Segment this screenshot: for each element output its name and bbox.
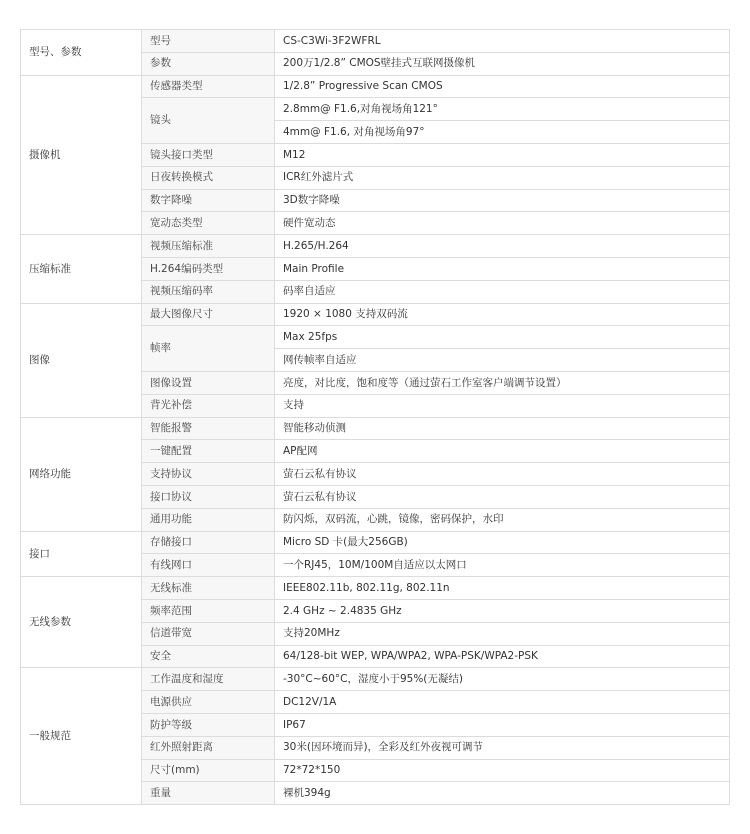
spec-label: 图像设置 <box>142 371 275 394</box>
spec-value: 30米(因环境而异)，全彩及红外夜视可调节 <box>275 736 730 759</box>
spec-table <box>20 29 730 805</box>
section-title: 网络功能 <box>21 417 142 531</box>
spec-label: 最大图像尺寸 <box>142 303 275 326</box>
table-row <box>21 75 730 98</box>
section-title: 型号、参数 <box>21 30 142 76</box>
spec-table-body <box>21 30 730 805</box>
spec-value: 亮度，对比度，饱和度等（通过萤石工作室客户端调节设置） <box>275 371 730 394</box>
spec-value: 1920 × 1080 支持双码流 <box>275 303 730 326</box>
table-row <box>21 531 730 554</box>
spec-value: M12 <box>275 143 730 166</box>
spec-label: 背光补偿 <box>142 394 275 417</box>
spec-label: H.264编码类型 <box>142 257 275 280</box>
spec-label: 红外照射距离 <box>142 736 275 759</box>
spec-label: 帧率 <box>142 326 275 372</box>
table-row <box>21 417 730 440</box>
section-title: 摄像机 <box>21 75 142 235</box>
spec-label: 频率范围 <box>142 599 275 622</box>
spec-label: 传感器类型 <box>142 75 275 98</box>
spec-label: 数字降噪 <box>142 189 275 212</box>
spec-value: H.265/H.264 <box>275 235 730 258</box>
section-title: 压缩标准 <box>21 235 142 303</box>
spec-value: Micro SD 卡(最大256GB) <box>275 531 730 554</box>
spec-value: Main Profile <box>275 257 730 280</box>
spec-label: 电源供应 <box>142 691 275 714</box>
spec-value: 萤石云私有协议 <box>275 485 730 508</box>
spec-value: 支持 <box>275 394 730 417</box>
spec-value: 64/128-bit WEP, WPA/WPA2, WPA-PSK/WPA2-PSK <box>275 645 730 668</box>
section-title: 图像 <box>21 303 142 417</box>
table-row <box>21 668 730 691</box>
spec-label: 防护等级 <box>142 713 275 736</box>
spec-value: 3D数字降噪 <box>275 189 730 212</box>
spec-value: 支持20MHz <box>275 622 730 645</box>
spec-value: 萤石云私有协议 <box>275 463 730 486</box>
spec-value: 码率自适应 <box>275 280 730 303</box>
spec-label: 视频压缩码率 <box>142 280 275 303</box>
section-title: 无线参数 <box>21 577 142 668</box>
table-row <box>21 235 730 258</box>
spec-label: 参数 <box>142 52 275 75</box>
spec-value: IP67 <box>275 713 730 736</box>
spec-label: 信道带宽 <box>142 622 275 645</box>
spec-label: 镜头 <box>142 98 275 144</box>
spec-value: AP配网 <box>275 440 730 463</box>
spec-label: 工作温度和湿度 <box>142 668 275 691</box>
spec-value: 智能移动侦测 <box>275 417 730 440</box>
spec-value: 防闪烁，双码流，心跳，镜像，密码保护，水印 <box>275 508 730 531</box>
spec-label: 视频压缩标准 <box>142 235 275 258</box>
spec-value: 一个RJ45，10M/100M自适应以太网口 <box>275 554 730 577</box>
spec-label: 镜头接口类型 <box>142 143 275 166</box>
spec-value: -30°C~60°C，湿度小于95%(无凝结) <box>275 668 730 691</box>
spec-label: 通用功能 <box>142 508 275 531</box>
spec-label: 型号 <box>142 30 275 53</box>
spec-label: 接口协议 <box>142 485 275 508</box>
spec-label: 尺寸(mm) <box>142 759 275 782</box>
table-row <box>21 30 730 53</box>
spec-value: 72*72*150 <box>275 759 730 782</box>
spec-label: 有线网口 <box>142 554 275 577</box>
spec-value: 4mm@ F1.6, 对角视场角97° <box>275 121 730 144</box>
spec-value: CS-C3Wi-3F2WFRL <box>275 30 730 53</box>
spec-value: ICR红外滤片式 <box>275 166 730 189</box>
spec-value: 2.8mm@ F1.6,对角视场角121° <box>275 98 730 121</box>
spec-value: 硬件宽动态 <box>275 212 730 235</box>
spec-label: 宽动态类型 <box>142 212 275 235</box>
table-row <box>21 303 730 326</box>
spec-label: 日夜转换模式 <box>142 166 275 189</box>
table-row <box>21 577 730 600</box>
spec-value: IEEE802.11b, 802.11g, 802.11n <box>275 577 730 600</box>
spec-value: 200万1/2.8” CMOS壁挂式互联网摄像机 <box>275 52 730 75</box>
spec-label: 一键配置 <box>142 440 275 463</box>
spec-value: DC12V/1A <box>275 691 730 714</box>
spec-label: 安全 <box>142 645 275 668</box>
spec-label: 智能报警 <box>142 417 275 440</box>
spec-label: 无线标准 <box>142 577 275 600</box>
spec-label: 支持协议 <box>142 463 275 486</box>
section-title: 接口 <box>21 531 142 577</box>
spec-value: 裸机394g <box>275 782 730 805</box>
spec-value: 2.4 GHz ~ 2.4835 GHz <box>275 599 730 622</box>
spec-value: 1/2.8” Progressive Scan CMOS <box>275 75 730 98</box>
spec-label: 存储接口 <box>142 531 275 554</box>
spec-value: 网传帧率自适应 <box>275 349 730 372</box>
section-title: 一般规范 <box>21 668 142 805</box>
spec-label: 重量 <box>142 782 275 805</box>
spec-value: Max 25fps <box>275 326 730 349</box>
